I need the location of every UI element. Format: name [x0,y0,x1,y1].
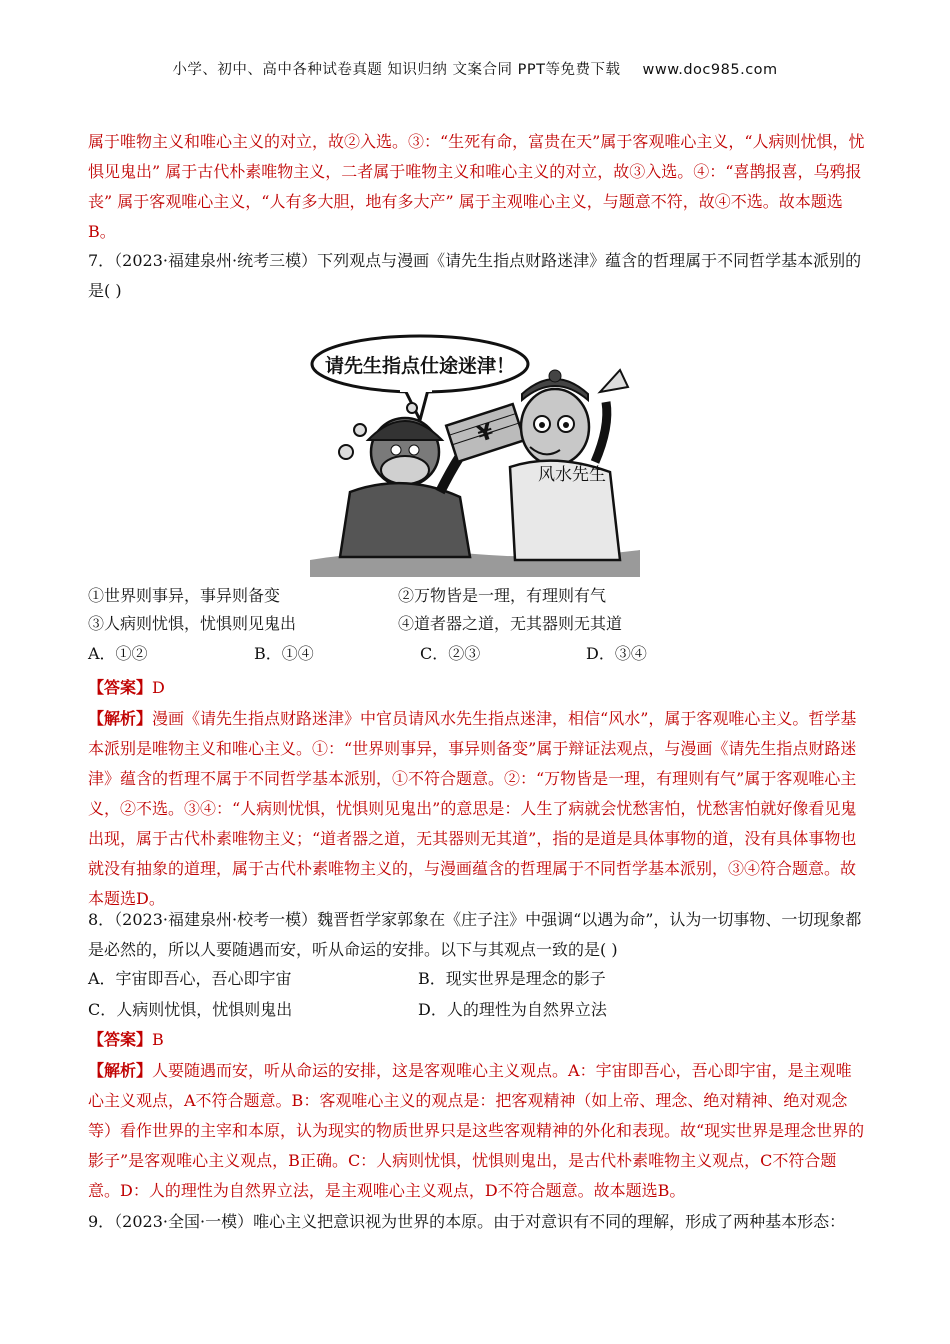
q8-choice-a: A．宇宙即吾心，吾心即宇宙 [88,969,292,988]
q7-stem-text: 7．（2023·福建泉州·统考三模）下列观点与漫画《请先生指点财路迷津》蕴含的哲理属于不同哲学基本派别的是( ) [88,251,862,300]
q7-analysis-text: 漫画《请先生指点财路迷津》中官员请风水先生指点迷津，相信“风水”，属于客观唯心主义。哲学基本派别是唯物主义和唯心主义。①：“世界则事异，事异则备变”属于辩证法观点，与漫画《请先生指点财路迷津》蕴含的哲理不属于不同哲学基本派别，①不符合题意。②：“万物皆是一理，有理则有气”属于客观唯心主义，②不选。③④：“人病则忧惧，忧惧则见鬼出”的意思是：人生了病就会忧愁害怕，忧愁害怕就好像看见鬼出现，属于古代朴素唯物主义；“道者器之道，无其器则无其道”，指的是道是具体事物的道，没有具体事物也就没有抽象的道理，属于古代朴素唯物主义的，与漫画蕴含的哲理属于不同哲学基本派别，③④符合题意。故本题选D。 [88,709,857,908]
q9-stem-text: 9．（2023·全国·一模）唯心主义把意识视为世界的本原。由于对意识有不同的理解，形成了两种基本形态： [88,1212,846,1231]
q7-cartoon [310,332,640,577]
q8-choices-row2 [88,996,607,1024]
q9-stem [88,1207,866,1237]
q6-analysis-text: 属于唯物主义和唯心主义的对立，故②入选。③：“生死有命，富贵在天”属于客观唯心主义，“人病则忧惧，忧惧见鬼出” 属于古代朴素唯物主义，二者属于唯物主义和唯心主义的对立，故③入选。④：“喜鹊报喜，乌鸦报丧” 属于客观唯心主义，“人有多大胆，地有多大产” 属于主观唯心主义，与题意不符，故④不选。故本题选B。 [88,132,865,241]
header-site: www.doc985.com [642,62,778,78]
q8-analysis-tag: 【解析】 [88,1061,153,1080]
q7-analysis [88,704,866,914]
page-header [0,58,950,79]
q8-choice-b: B．现实世界是理念的影子 [418,969,606,988]
q7-item-3: ③人病则忧惧，忧惧则见鬼出 [88,614,297,633]
q8-stem [88,905,866,965]
q8-answer-tag: 【答案】 [88,1030,153,1049]
q8-stem-text: 8．（2023·福建泉州·校考一模）魏晋哲学家郭象在《庄子注》中强调“以遇为命”，认为一切事物、一切现象都是必然的，所以人要随遇而安，听从命运的安排。以下与其观点一致的是( ) [88,910,862,959]
q7-items-row1 [88,582,607,610]
q7-answer-value: D [152,678,165,697]
q8-answer-value: B [152,1030,164,1049]
q6-analysis-tail [88,127,866,247]
q7-item-1: ①世界则事异，事异则备变 [88,586,281,605]
q7-analysis-tag: 【解析】 [88,709,153,728]
cartoon-bubble-text: 请先生指点仕途迷津！ [324,355,516,377]
q7-item-2: ②万物皆是一理，有理则有气 [398,586,607,605]
q7-answer [88,673,866,703]
cartoon-label: 风水先生 [538,465,606,485]
q8-answer [88,1025,866,1055]
q8-choices-row1 [88,965,606,993]
q7-choice-c: C．②③ [420,644,481,663]
svg-text:¥: ¥ [474,419,497,448]
q7-items-row2 [88,610,623,638]
q7-choice-b: B．①④ [254,644,314,663]
q7-choices [88,640,868,668]
q8-choice-d: D．人的理性为自然界立法 [418,1000,607,1019]
q7-choice-d: D．③④ [586,644,647,663]
q8-analysis [88,1056,866,1206]
header-text: 小学、初中、高中各种试卷真题 知识归纳 文案合同 PPT等免费下载 [172,62,621,78]
q7-answer-tag: 【答案】 [88,678,153,697]
q7-stem [88,246,866,306]
q7-choice-a: A．①② [88,644,148,663]
q7-item-4: ④道者器之道，无其器则无其道 [398,614,623,633]
q8-analysis-text: 人要随遇而安，听从命运的安排，这是客观唯心主义观点。A：宇宙即吾心，吾心即宇宙，是主观唯心主义观点，A不符合题意。B：客观唯心主义的观点是：把客观精神（如上帝、理念、绝对精神、绝对观念等）看作世界的主宰和本原，认为现实的物质世界只是这些客观精神的外化和表现。故“现实世界是理念世界的影子”是客观唯心主义观点，B正确。C：人病则忧惧，忧惧则鬼出，是古代朴素唯物主义观点，C不符合题意。D：人的理性为自然界立法，是主观唯心主义观点，D不符合题意。故本题选B。 [88,1061,865,1200]
q8-choice-c: C．人病则忧惧，忧惧则鬼出 [88,1000,293,1019]
